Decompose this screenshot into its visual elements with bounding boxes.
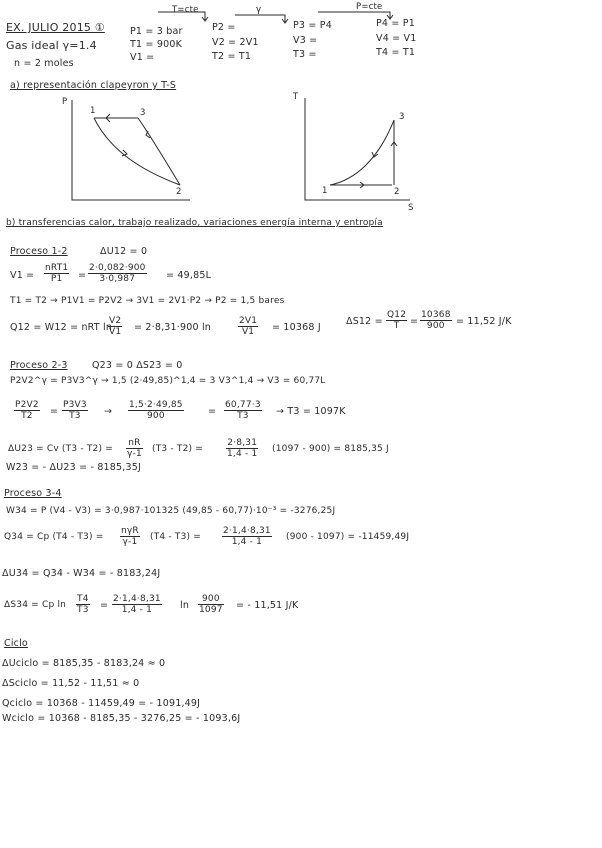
state-4-line: P4 = P1 <box>376 18 415 29</box>
arrow-2-3 <box>235 15 285 22</box>
q34-mid: (T4 - T3) = <box>150 532 202 542</box>
v1-lhs: V1 = <box>10 270 35 281</box>
w23-line: W23 = - ΔU23 = - 8185,35J <box>6 462 142 473</box>
s34-ratio-numerator: T4 <box>77 594 89 604</box>
process-23-note: Q23 = 0 ΔS23 = 0 <box>92 360 183 371</box>
v1-result: = 49,85L <box>166 270 212 281</box>
ratio-4-denominator: T3 <box>237 411 249 421</box>
state-2-line: P2 = <box>212 22 236 33</box>
ratio-2 <box>62 400 88 421</box>
v1-numerator: nRT1 <box>45 263 69 273</box>
state-4-line: T4 = T1 <box>376 47 416 58</box>
state-1-line: P1 = 3 bar <box>130 26 183 37</box>
s34-temp-numerator: 900 <box>198 594 224 605</box>
s34-temp-values <box>198 594 224 615</box>
ratio-4 <box>224 400 262 421</box>
ratio-1 <box>14 400 40 421</box>
state-3-line: V3 = <box>293 35 318 46</box>
ts-point-2: 2 <box>394 187 400 197</box>
s34-lhs: ΔS34 = Cp ln <box>4 600 67 610</box>
du23-values-numerator: 2·8,31 <box>227 438 258 448</box>
v1-fraction <box>44 263 69 284</box>
process-34-heading: Proceso 3-4 <box>4 488 62 499</box>
process-12-label: T=cte <box>172 5 199 15</box>
pv-point-3: 3 <box>140 108 146 118</box>
ratio-2-denominator: T3 <box>69 411 81 421</box>
ratio-equals-2: = <box>208 406 217 417</box>
du23-denominator: γ-1 <box>127 449 142 459</box>
s12-fraction <box>386 310 407 331</box>
moles-label: n = 2 moles <box>14 58 74 69</box>
v1-values-denominator: 3·0,987 <box>99 274 136 284</box>
s34-ln: ln <box>180 600 190 611</box>
ts-x-axis-label: S <box>408 203 414 213</box>
cycle-line: Wciclo = 10368 - 8185,35 - 3276,25 = - 1093,6J <box>2 713 241 724</box>
s34-values-denominator: 1,4 - 1 <box>121 605 153 615</box>
q34-numerator: nγR <box>121 526 139 536</box>
du23-result: (1097 - 900) = 8185,35 J <box>272 444 389 454</box>
exam-title: EX. JULIO 2015 ① <box>6 21 105 34</box>
process-12-note: ΔU12 = 0 <box>100 246 148 257</box>
ratio-1-denominator: T2 <box>21 411 33 421</box>
ratio-3-numerator: 1,5·2·49,85 <box>129 400 183 410</box>
s12-fraction-values <box>420 310 452 331</box>
arrow-1-2 <box>158 12 205 20</box>
s12-lhs: ΔS12 = <box>346 316 383 327</box>
du23-mid: (T3 - T2) = <box>152 444 204 454</box>
du23-fraction <box>126 438 143 459</box>
state-2-line: T2 = T1 <box>212 51 252 62</box>
ratio-2-numerator: P3V3 <box>63 400 87 410</box>
state-1-line: V1 = <box>130 52 155 63</box>
isotherm-relation: T1 = T2 → P1V1 = P2V2 → 3V1 = 2V1·P2 → P2 = 1,5 bares <box>10 296 285 306</box>
s34-values-numerator: 2·1,4·8,31 <box>113 594 161 604</box>
process-23-label: γ <box>256 5 262 15</box>
s12-result: = 11,52 J/K <box>456 316 512 327</box>
q34-fraction <box>120 526 140 547</box>
part-a-title: a) representación clapeyron y T-S <box>10 80 177 91</box>
q34-result: (900 - 1097) = -11459,49J <box>286 532 410 542</box>
state-3-line: T3 = <box>293 49 317 60</box>
q34-fraction-values <box>222 526 272 547</box>
s34-result: = - 11,51 J/K <box>236 600 299 611</box>
v1-values-numerator: 2·0,082·900 <box>89 263 146 273</box>
ratio-arrow: → <box>104 406 113 417</box>
state-3-line: P3 = P4 <box>293 20 332 31</box>
s34-equals: = <box>100 600 109 611</box>
ts-y-axis-label: T <box>293 92 299 102</box>
s34-ratio-denominator: T3 <box>77 605 89 615</box>
s12-denominator: T <box>393 321 400 331</box>
part-b-title: b) transferencias calor, trabajo realizado, variaciones energía interna y entropía <box>6 218 383 228</box>
pv-y-axis-label: P <box>62 97 68 107</box>
ts-diagram <box>305 98 410 200</box>
q12-lhs: Q12 = W12 = nRT ln <box>10 322 113 333</box>
cycle-line: Qciclo = 10368 - 11459,49 = - 1091,49J <box>2 698 201 709</box>
cycle-line: ΔSciclo = 11,52 - 11,51 ≈ 0 <box>2 678 140 689</box>
ratio-3-denominator: 900 <box>146 411 165 421</box>
s12-numerator: Q12 <box>387 310 407 320</box>
q12-ratio2-numerator: 2V1 <box>239 316 258 326</box>
ts-point-3: 3 <box>399 112 405 122</box>
pv-point-1: 1 <box>90 106 96 116</box>
cycle-line: ΔUciclo = 8185,35 - 8183,24 ≈ 0 <box>2 658 166 669</box>
q34-values-numerator: 2·1,4·8,31 <box>223 526 271 536</box>
q12-ratio-denominator: V1 <box>109 327 122 337</box>
s34-fraction-values <box>112 594 162 615</box>
q12-ratio-numerator: V2 <box>109 316 122 326</box>
adiabatic-relation: P2V2^γ = P3V3^γ → 1,5 (2·49,85)^1,4 = 3 V3^1,4 → V3 = 60,77L <box>10 376 326 386</box>
v1-denominator: P1 <box>50 274 63 284</box>
s34-temp-denominator: 1097 <box>199 605 223 615</box>
q12-volume-ratio-2 <box>238 316 258 337</box>
ts-point-1: 1 <box>322 186 328 196</box>
w34-line: W34 = P (V4 - V3) = 3·0,987·101325 (49,85 - 60,77)·10⁻³ = -3276,25J <box>6 506 336 516</box>
v1-equals: = <box>78 270 87 281</box>
v1-fraction-values <box>88 263 147 284</box>
q34-denominator: γ-1 <box>122 537 138 547</box>
arrow-3-4 <box>318 12 390 18</box>
t3-result: → T3 = 1097K <box>276 406 346 417</box>
q12-mid: = 2·8,31·900 ln <box>134 322 212 333</box>
ratio-3 <box>128 400 184 421</box>
du23-values-denominator: 1,4 - 1 <box>227 449 258 459</box>
s12-values-numerator: 10368 <box>421 310 451 320</box>
s12-equals: = <box>410 316 419 327</box>
state-1-line: T1 = 900K <box>130 39 183 50</box>
pv-point-2: 2 <box>176 187 182 197</box>
du23-lhs: ΔU23 = Cv (T3 - T2) = <box>8 444 113 454</box>
q12-volume-ratio <box>108 316 122 337</box>
ratio-4-numerator: 60,77·3 <box>225 400 261 410</box>
q34-values-denominator: 1,4 - 1 <box>231 537 263 547</box>
q34-lhs: Q34 = Cp (T4 - T3) = <box>4 532 104 542</box>
gas-label: Gas ideal γ=1.4 <box>6 39 97 52</box>
ratio-1-numerator: P2V2 <box>15 400 39 410</box>
du34-line: ΔU34 = Q34 - W34 = - 8183,24J <box>2 568 161 579</box>
state-4-line: V4 = V1 <box>376 33 417 44</box>
state-2-line: V2 = 2V1 <box>212 37 259 48</box>
du23-fraction-values <box>226 438 258 459</box>
process-34-label: P=cte <box>356 2 383 12</box>
s12-values-denominator: 900 <box>426 321 445 331</box>
s34-temp-ratio <box>76 594 90 615</box>
process-23-heading: Proceso 2-3 <box>10 360 68 371</box>
q12-ratio2-denominator: V1 <box>241 327 255 337</box>
ratio-equals-1: = <box>50 406 59 417</box>
process-12-heading: Proceso 1-2 <box>10 246 68 257</box>
cycle-heading: Ciclo <box>4 638 28 649</box>
du23-numerator: nR <box>126 438 143 449</box>
q12-result: = 10368 J <box>272 322 321 333</box>
